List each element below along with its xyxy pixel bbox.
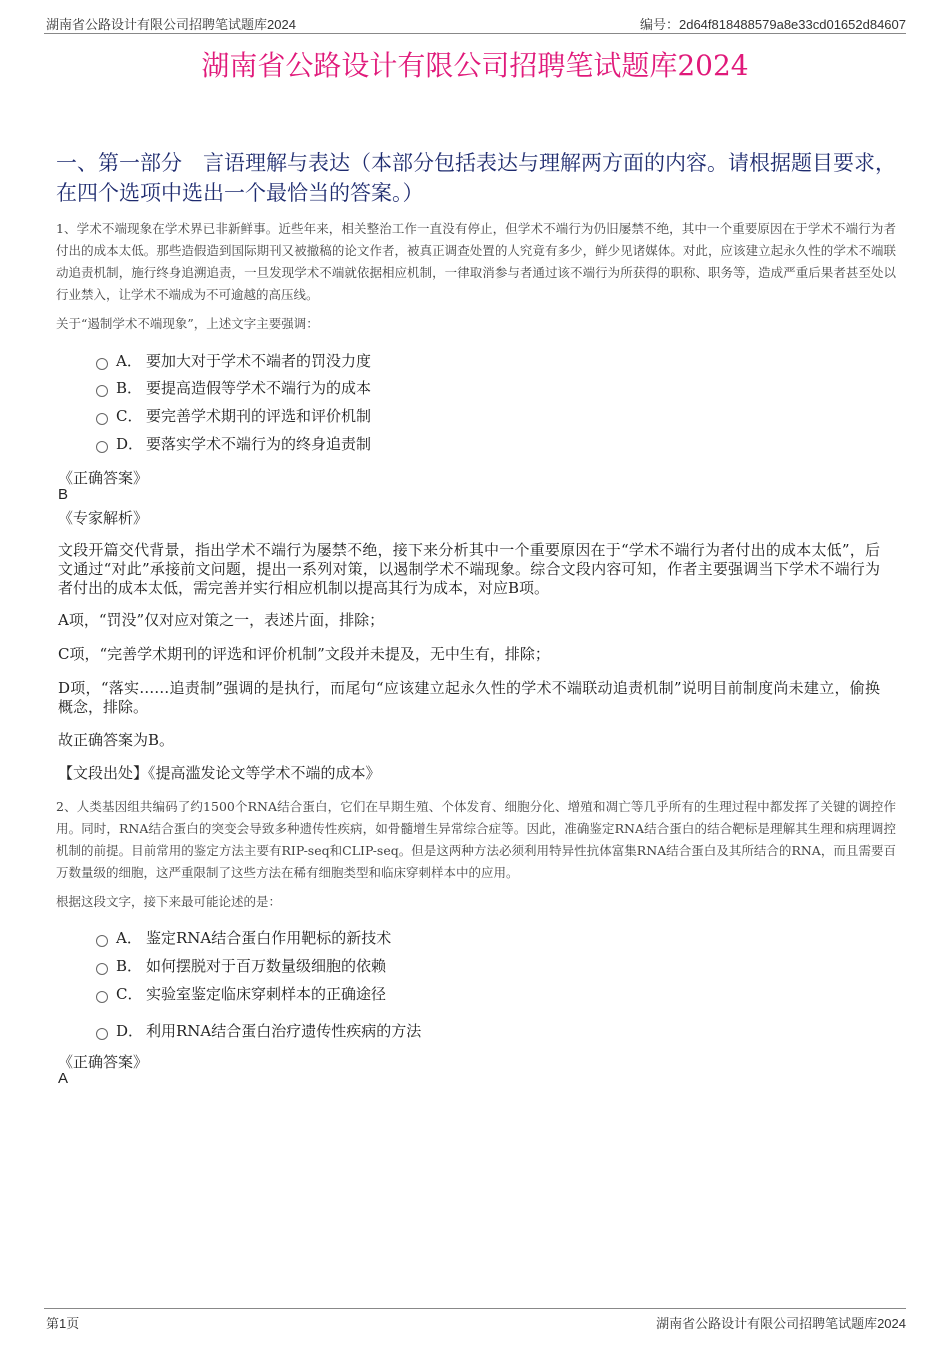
header-left: 湖南省公路设计有限公司招聘笔试题库2024 <box>46 17 296 32</box>
option-text: 要完善学术期刊的评选和评价机制 <box>146 407 372 425</box>
header-divider <box>44 33 906 34</box>
q1-option-b[interactable] <box>96 377 371 398</box>
option-text: 实验室鉴定临床穿刺样本的正确途径 <box>146 985 387 1003</box>
q2-answer: A <box>58 1070 69 1087</box>
q2-prompt: 根据这段文字，接下来最可能论述的是： <box>56 894 282 909</box>
option-letter: B． <box>116 957 143 975</box>
option-text: 要提高造假等学术不端行为的成本 <box>146 379 372 397</box>
q2-option-b[interactable] <box>96 955 386 976</box>
q1-analysis-d: D项，“落实……追责制”强调的是执行，而尾句“应该建立起永久性的学术不端联动追责机制”说明目前制度尚未建立，偷换概念，排除。 <box>58 679 880 716</box>
radio-icon[interactable] <box>96 991 108 1003</box>
q2-answer-label: 《正确答案》 <box>58 1053 149 1071</box>
footer-title: 湖南省公路设计有限公司招聘笔试题库2024 <box>656 1316 906 1331</box>
q1-answer-label: 《正确答案》 <box>58 469 149 487</box>
footer-divider <box>44 1308 906 1309</box>
q1-analysis-a: A项，“罚没”仅对应对策之一，表述片面，排除； <box>58 611 385 629</box>
q2-option-c[interactable] <box>96 983 386 1004</box>
q1-option-d[interactable] <box>96 433 371 454</box>
option-text: 如何摆脱对于百万数量级细胞的依赖 <box>146 957 387 975</box>
q1-option-a[interactable] <box>96 350 371 371</box>
option-letter: A． <box>116 929 142 947</box>
q2-option-a[interactable] <box>96 927 391 948</box>
option-text: 鉴定RNA结合蛋白作用靶标的新技术 <box>146 929 392 947</box>
radio-icon[interactable] <box>96 385 108 397</box>
q1-passage: 1、学术不端现象在学术界已非新鲜事。近些年来，相关整治工作一直没有停止，但学术不端行为仍旧屡禁不绝，其中一个重要原因在于学术不端行为者付出的成本太低。那些造假造到国际期刊又被撤稿的论文作者，被真正调查处置的人究竟有多少，鲜少见诸媒体。对此，应该建立起永久性的学术不端联动追责机制，施行终身追溯追责，一旦发现学术不端就依据相应机制，一律取消参与者通过该不端行为所获得的职称、职务等，造成严重后果者甚至处以行业禁入，让学术不端成为不可逾越的高压线。 <box>56 221 896 302</box>
radio-icon[interactable] <box>96 935 108 947</box>
radio-icon[interactable] <box>96 358 108 370</box>
q1-answer: B <box>58 486 69 503</box>
option-letter: C． <box>116 407 143 425</box>
q1-source: 【文段出处】《提高滥发论文等学术不端的成本》 <box>58 764 381 782</box>
option-text: 利用RNA结合蛋白治疗遗传性疾病的方法 <box>146 1022 422 1040</box>
option-letter: D． <box>116 1022 144 1040</box>
option-text: 要落实学术不端行为的终身追责制 <box>146 435 372 453</box>
radio-icon[interactable] <box>96 963 108 975</box>
q1-analysis-summary: 文段开篇交代背景，指出学术不端行为屡禁不绝，接下来分析其中一个重要原因在于“学术不端行为者付出的成本太低”，后文通过“对此”承接前文问题，提出一系列对策，以遏制学术不端现象。综合文段内容可知，作者主要强调当下学术不端行为者付出的成本太低，需完善并实行相应机制以提高其行为成本，对应B项。 <box>58 541 880 597</box>
q1-prompt: 关于“遏制学术不端现象”，上述文字主要强调： <box>56 316 319 331</box>
page-title: 湖南省公路设计有限公司招聘笔试题库2024 <box>201 49 749 82</box>
q2-option-d[interactable] <box>96 1020 421 1041</box>
q1-option-c[interactable] <box>96 405 371 426</box>
q1-analysis-c: C项，“完善学术期刊的评选和评价机制”文段并未提及，无中生有，排除； <box>58 645 550 663</box>
radio-icon[interactable] <box>96 1028 108 1040</box>
option-letter: D． <box>116 435 144 453</box>
option-letter: C． <box>116 985 143 1003</box>
option-letter: B． <box>116 379 143 397</box>
option-letter: A． <box>116 352 142 370</box>
option-text: 要加大对于学术不端者的罚没力度 <box>146 352 372 370</box>
radio-icon[interactable] <box>96 441 108 453</box>
q1-analysis-conclusion: 故正确答案为B。 <box>58 731 175 749</box>
radio-icon[interactable] <box>96 413 108 425</box>
section-title: 一、第一部分 言语理解与表达（本部分包括表达与理解两方面的内容。请根据题目要求，在四个选项中选出一个最恰当的答案。） <box>56 151 896 205</box>
q1-analysis-label: 《专家解析》 <box>58 509 149 527</box>
page-number: 第1页 <box>46 1316 80 1331</box>
q2-passage: 2、人类基因组共编码了约1500个RNA结合蛋白，它们在早期生殖、个体发育、细胞分化、增殖和凋亡等几乎所有的生理过程中都发挥了关键的调控作用。同时，RNA结合蛋白的突变会导致多种遗传性疾病，如骨髓增生异常综合症等。因此，准确鉴定RNA结合蛋白的结合靶标是理解其生理和病理调控机制的前提。目前常用的鉴定方法主要有RIP-seq和CLIP-seq。但是这两种方法必须利用特异性抗体富集RNA结合蛋白及其所结合的RNA，而且需要百万数量级的细胞，这严重限制了这些方法在稀有细胞类型和临床穿刺样本中的应用。 <box>56 799 896 880</box>
header-doc-id: 编号：2d64f818488579a8e33cd01652d84607 <box>639 17 906 32</box>
